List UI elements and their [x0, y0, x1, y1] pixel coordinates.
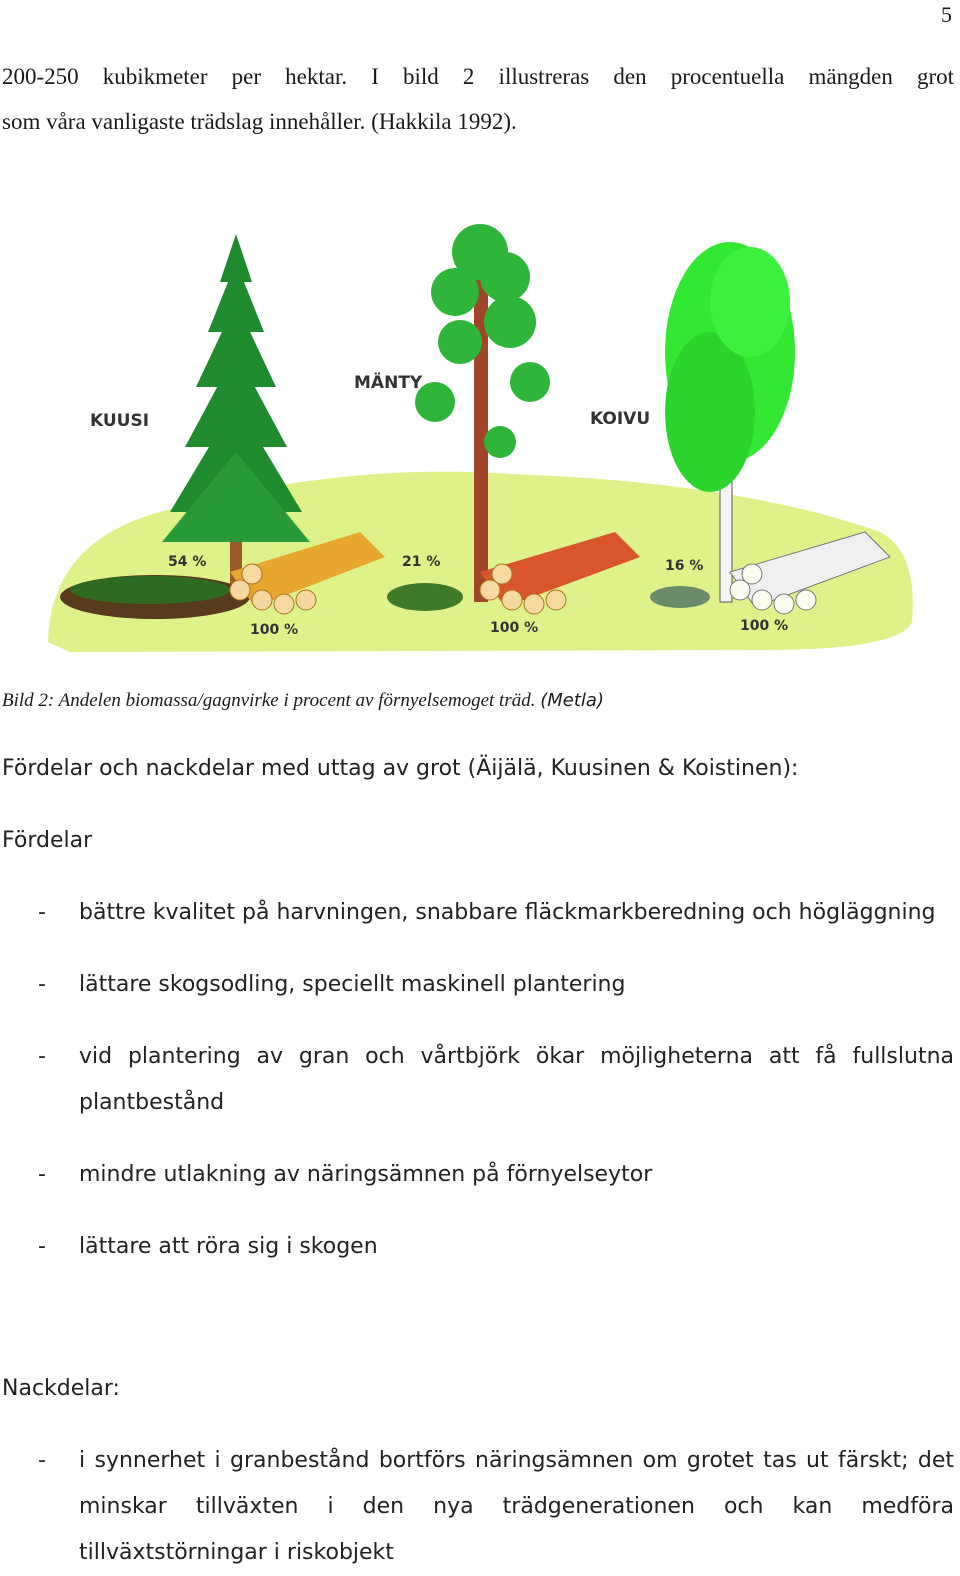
disadvantages-list [0, 1438, 954, 1576]
list-item [0, 890, 954, 936]
bullet-dash: - [38, 1044, 46, 1069]
bullet-dash: - [38, 1448, 46, 1473]
caption-source: (Metla) [540, 690, 604, 711]
advantage-text: mindre utlakning av näringsämnen på förnyelseytor [79, 1162, 653, 1187]
disadvantage-text: i synnerhet i granbestånd bortförs näringsämnen om grotet tas ut färskt; det minskar tillväxten i den nya trädgenerationen och kan medföra tillväxtstörningar i riskobjekt [79, 1448, 954, 1565]
intro-line-1: 200-250 kubikmeter per hektar. I bild 2 illustreras den procentuella mängden grot [2, 64, 954, 89]
intro-paragraph [2, 54, 954, 144]
residue-pct-kuusi: 54 % [168, 554, 207, 570]
timber-pct-koivu: 100 % [740, 618, 789, 634]
page-number: 5 [941, 2, 952, 27]
residue-pct-koivu: 16 % [665, 558, 704, 574]
bullet-dash: - [38, 1162, 46, 1187]
timber-pct-manty: 100 % [490, 620, 539, 636]
bullet-dash: - [38, 1234, 46, 1259]
advantages-list [0, 890, 954, 1270]
list-item [0, 1438, 954, 1576]
advantage-text: vid plantering av gran och vårtbjörk ökar möjligheterna att få fullslutna plantbestånd [79, 1044, 954, 1115]
figure-caption [2, 690, 604, 712]
pine-residue-pile [387, 583, 463, 611]
tree-biomass-illustration [40, 212, 920, 657]
tree-label-manty: MÄNTY [354, 373, 423, 393]
residue-pct-manty: 21 % [402, 554, 441, 570]
tree-label-kuusi: KUUSI [90, 411, 150, 431]
caption-text: Bild 2: Andelen biomassa/gagnvirke i procent av förnyelsemoget träd. [2, 690, 536, 711]
list-item [0, 1152, 954, 1198]
advantage-text: bättre kvalitet på harvningen, snabbare fläckmarkberedning och högläggning [79, 900, 936, 925]
bullet-dash: - [38, 972, 46, 997]
advantages-heading: Fördelar [2, 828, 93, 853]
spruce-residue-pile [60, 575, 250, 619]
list-item [0, 1224, 954, 1270]
list-item [0, 962, 954, 1008]
section-headline: Fördelar och nackdelar med uttag av grot (Äijälä, Kuusinen & Koistinen): [2, 756, 799, 781]
birch-residue-pile [650, 586, 710, 608]
advantage-text: lättare att röra sig i skogen [79, 1234, 378, 1259]
advantage-text: lättare skogsodling, speciellt maskinell plantering [79, 972, 626, 997]
tree-label-koivu: KOIVU [590, 409, 651, 429]
intro-line-2: som våra vanligaste trädslag innehåller. (Hakkila 1992). [2, 109, 517, 134]
timber-pct-kuusi: 100 % [250, 622, 299, 638]
disadvantages-heading: Nackdelar: [2, 1376, 120, 1401]
bullet-dash: - [38, 900, 46, 925]
list-item [0, 1034, 954, 1126]
